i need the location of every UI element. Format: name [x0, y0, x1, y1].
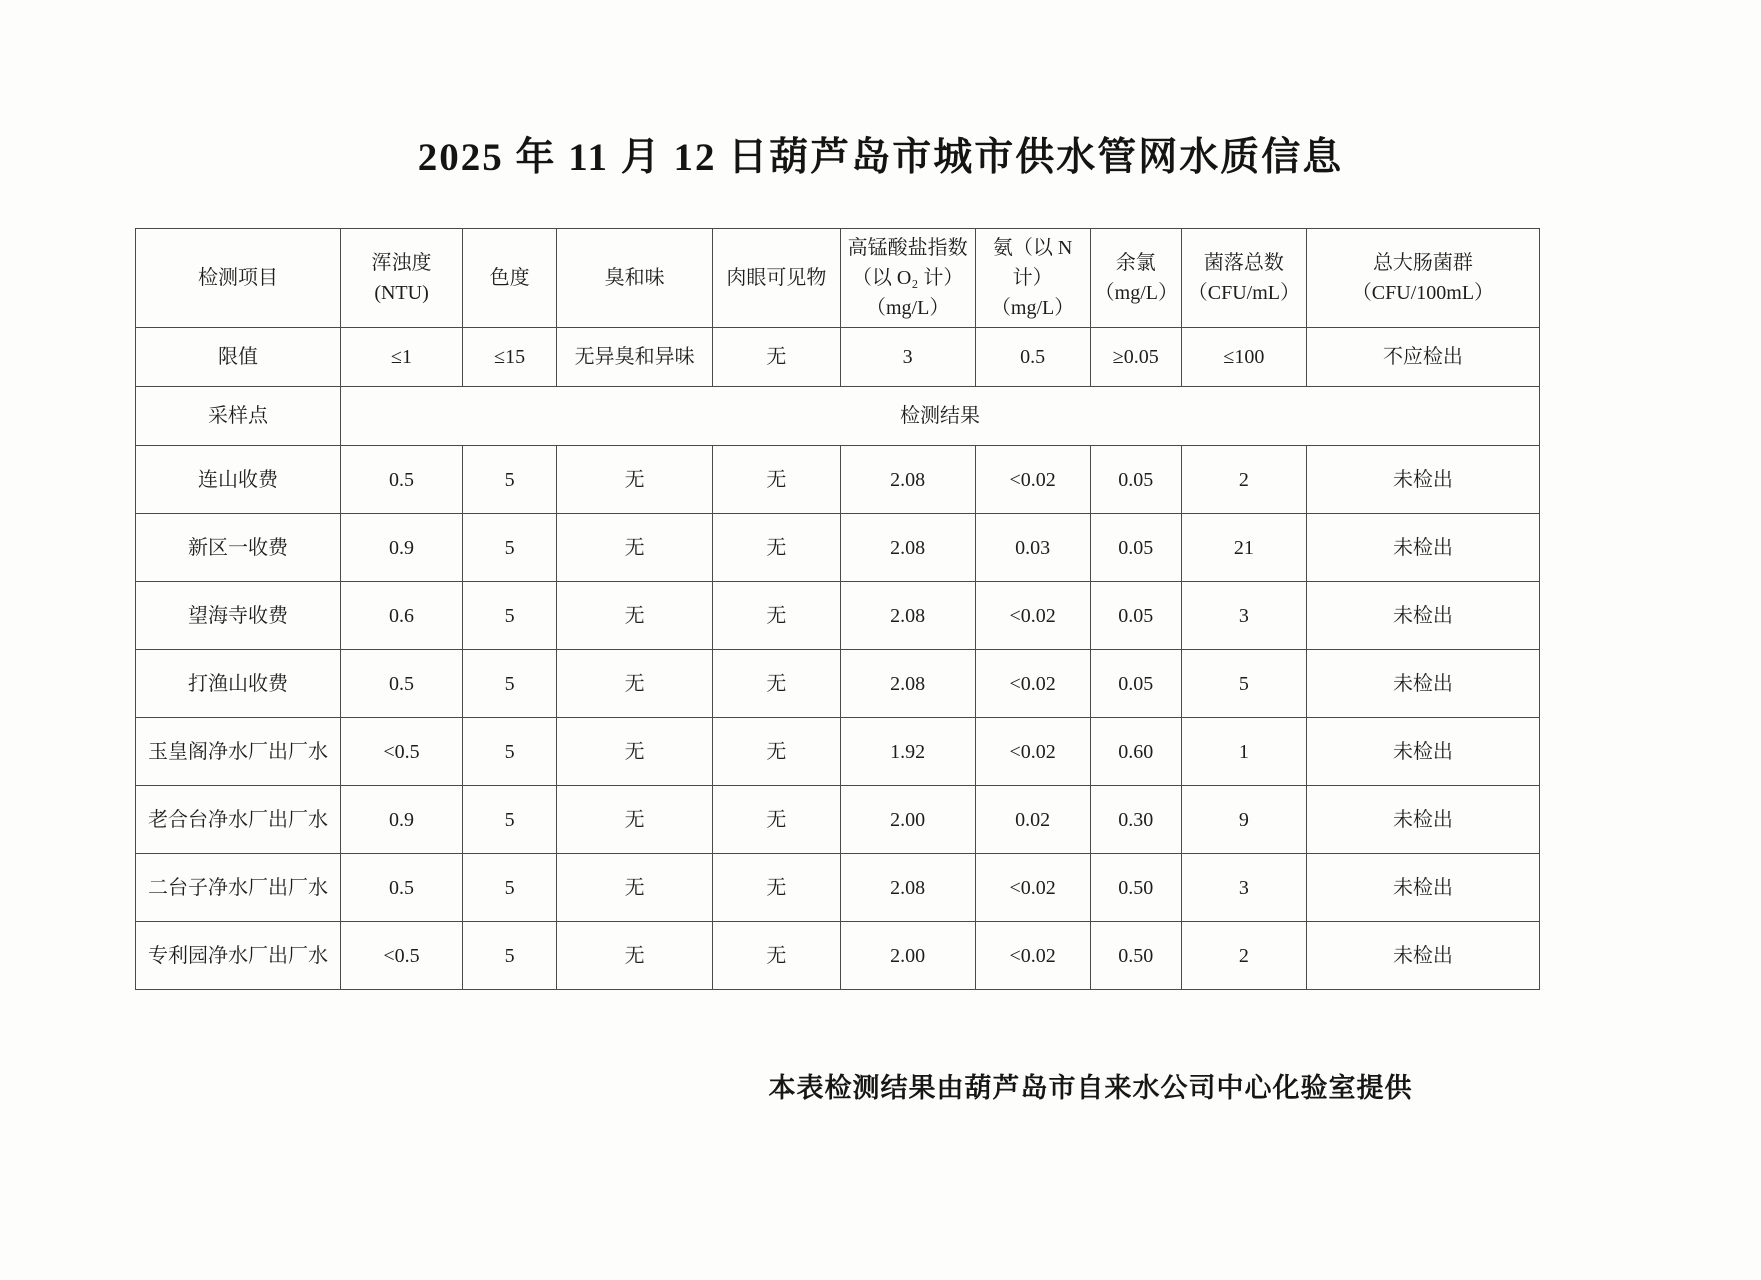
- data-cell: 无: [557, 786, 713, 854]
- data-cell: 0.9: [340, 786, 462, 854]
- data-cell: 9: [1181, 786, 1306, 854]
- data-cell: 无: [713, 786, 841, 854]
- data-cell: 无: [713, 514, 841, 582]
- header-visible-matter: [713, 229, 841, 328]
- site-name-cell: 打渔山收费: [136, 650, 341, 718]
- site-name-cell: 专利园净水厂出厂水: [136, 922, 341, 990]
- table-row: [136, 922, 1540, 990]
- data-cell: 未检出: [1306, 446, 1539, 514]
- water-quality-table-container: [135, 228, 1540, 990]
- data-cell: 5: [463, 650, 557, 718]
- header-residual-chlorine-line1: 余氯: [1115, 252, 1156, 274]
- header-chroma: [463, 229, 557, 328]
- data-cell: 0.60: [1090, 718, 1181, 786]
- data-cell: 无: [713, 854, 841, 922]
- data-cell: 未检出: [1306, 582, 1539, 650]
- data-cell: 21: [1181, 514, 1306, 582]
- data-cell: 未检出: [1306, 854, 1539, 922]
- data-cell: 2.08: [840, 650, 975, 718]
- limit-row-label: 限值: [136, 328, 341, 387]
- data-cell: 0.5: [340, 650, 462, 718]
- data-cell: 1.92: [840, 718, 975, 786]
- data-cell: <0.02: [975, 718, 1090, 786]
- header-total-coliform: [1306, 229, 1539, 328]
- table-row: [136, 786, 1540, 854]
- header-ammonia-unit: （mg/L）: [990, 297, 1075, 319]
- limit-cell: ≤15: [463, 328, 557, 387]
- header-total-coliform-unit: （CFU/100mL）: [1351, 282, 1495, 304]
- header-odor-taste-label: 臭和味: [604, 267, 665, 289]
- data-cell: 无: [557, 650, 713, 718]
- data-cell: <0.02: [975, 854, 1090, 922]
- data-cell: 0.6: [340, 582, 462, 650]
- header-ammonia: [975, 229, 1090, 328]
- data-cell: 2: [1181, 446, 1306, 514]
- header-test-item: [136, 229, 341, 328]
- data-cell: 未检出: [1306, 514, 1539, 582]
- site-name-cell: 玉皇阁净水厂出厂水: [136, 718, 341, 786]
- data-cell: 2.08: [840, 514, 975, 582]
- site-name-cell: 老合台净水厂出厂水: [136, 786, 341, 854]
- data-cell: 无: [557, 582, 713, 650]
- table-row: [136, 650, 1540, 718]
- data-cell: 2.00: [840, 922, 975, 990]
- data-cell: 0.30: [1090, 786, 1181, 854]
- data-cell: 无: [713, 446, 841, 514]
- limit-cell: ≤1: [340, 328, 462, 387]
- data-cell: <0.02: [975, 446, 1090, 514]
- site-name-cell: 二台子净水厂出厂水: [136, 854, 341, 922]
- data-cell: 5: [1181, 650, 1306, 718]
- data-cell: 0.5: [340, 854, 462, 922]
- data-cell: 未检出: [1306, 650, 1539, 718]
- data-cell: 2.08: [840, 854, 975, 922]
- table-row: [136, 582, 1540, 650]
- data-cell: 0.50: [1090, 922, 1181, 990]
- data-cell: 0.5: [340, 446, 462, 514]
- data-cell: <0.02: [975, 582, 1090, 650]
- data-cell: 3: [1181, 854, 1306, 922]
- table-row: [136, 854, 1540, 922]
- site-name-cell: 新区一收费: [136, 514, 341, 582]
- header-permanganate-index: [840, 229, 975, 328]
- data-cell: 1: [1181, 718, 1306, 786]
- source-note: 本表检测结果由葫芦岛市自来水公司中心化验室提供: [768, 1073, 1413, 1103]
- data-cell: 5: [463, 786, 557, 854]
- header-test-item-label: 检测项目: [197, 267, 278, 289]
- header-residual-chlorine-unit: （mg/L）: [1094, 282, 1179, 304]
- limit-cell: 不应检出: [1306, 328, 1539, 387]
- header-permanganate-line1: 高锰酸盐指数: [847, 237, 968, 259]
- header-permanganate-unit: （mg/L）: [865, 297, 950, 319]
- limit-cell: 无: [713, 328, 841, 387]
- limit-row: [136, 328, 1540, 387]
- data-cell: 2.08: [840, 446, 975, 514]
- header-colony-count-line1: 菌落总数: [1203, 252, 1284, 274]
- header-row: [136, 229, 1540, 328]
- data-cell: 3: [1181, 582, 1306, 650]
- data-cell: 0.50: [1090, 854, 1181, 922]
- header-total-coliform-line1: 总大肠菌群: [1372, 252, 1473, 274]
- site-name-cell: 望海寺收费: [136, 582, 341, 650]
- header-colony-count-unit: （CFU/mL）: [1187, 282, 1301, 304]
- data-cell: 5: [463, 922, 557, 990]
- data-cell: 未检出: [1306, 922, 1539, 990]
- data-cell: 5: [463, 854, 557, 922]
- test-results-span-label: 检测结果: [340, 387, 1539, 446]
- limit-cell: ≥0.05: [1090, 328, 1181, 387]
- site-name-cell: 连山收费: [136, 446, 341, 514]
- header-turbidity: [340, 229, 462, 328]
- header-chroma-label: 色度: [489, 267, 530, 289]
- data-cell: <0.02: [975, 650, 1090, 718]
- data-cell: 5: [463, 446, 557, 514]
- data-cell: 无: [557, 718, 713, 786]
- data-cell: 0.05: [1090, 582, 1181, 650]
- data-cell: 无: [713, 718, 841, 786]
- data-cell: 0.03: [975, 514, 1090, 582]
- data-cell: 无: [557, 854, 713, 922]
- data-cell: 5: [463, 718, 557, 786]
- table-row: [136, 718, 1540, 786]
- data-cell: 无: [713, 922, 841, 990]
- data-cell: 无: [557, 446, 713, 514]
- data-cell: 无: [557, 514, 713, 582]
- data-cell: 0.9: [340, 514, 462, 582]
- header-ammonia-line1: 氨（以 N 计）: [992, 237, 1073, 289]
- data-cell: <0.02: [975, 922, 1090, 990]
- data-cell: <0.5: [340, 718, 462, 786]
- data-cell: 无: [713, 582, 841, 650]
- data-cell: <0.5: [340, 922, 462, 990]
- data-cell: 0.05: [1090, 446, 1181, 514]
- data-cell: 0.02: [975, 786, 1090, 854]
- table-row: [136, 514, 1540, 582]
- header-residual-chlorine: [1090, 229, 1181, 328]
- limit-cell: 0.5: [975, 328, 1090, 387]
- section-row: [136, 387, 1540, 446]
- sampling-point-label: 采样点: [136, 387, 341, 446]
- data-cell: 未检出: [1306, 786, 1539, 854]
- document-title: 2025 年 11 月 12 日葫芦岛市城市供水管网水质信息: [417, 136, 1344, 179]
- data-cell: 5: [463, 582, 557, 650]
- data-cell: 2.08: [840, 582, 975, 650]
- limit-cell: 3: [840, 328, 975, 387]
- data-cell: 无: [713, 650, 841, 718]
- header-permanganate-line2: （以 O₂ 计）: [851, 267, 964, 289]
- water-quality-table: [135, 228, 1540, 990]
- data-cell: 0.05: [1090, 650, 1181, 718]
- header-turbidity-label: 浑浊度(NTU): [371, 252, 432, 304]
- header-odor-taste: [557, 229, 713, 328]
- limit-cell: ≤100: [1181, 328, 1306, 387]
- table-row: [136, 446, 1540, 514]
- limit-cell: 无异臭和异味: [557, 328, 713, 387]
- data-cell: 2.00: [840, 786, 975, 854]
- header-colony-count: [1181, 229, 1306, 328]
- data-cell: 未检出: [1306, 718, 1539, 786]
- data-cell: 0.05: [1090, 514, 1181, 582]
- data-cell: 5: [463, 514, 557, 582]
- data-cell: 无: [557, 922, 713, 990]
- header-visible-matter-label: 肉眼可见物: [726, 267, 827, 289]
- data-cell: 2: [1181, 922, 1306, 990]
